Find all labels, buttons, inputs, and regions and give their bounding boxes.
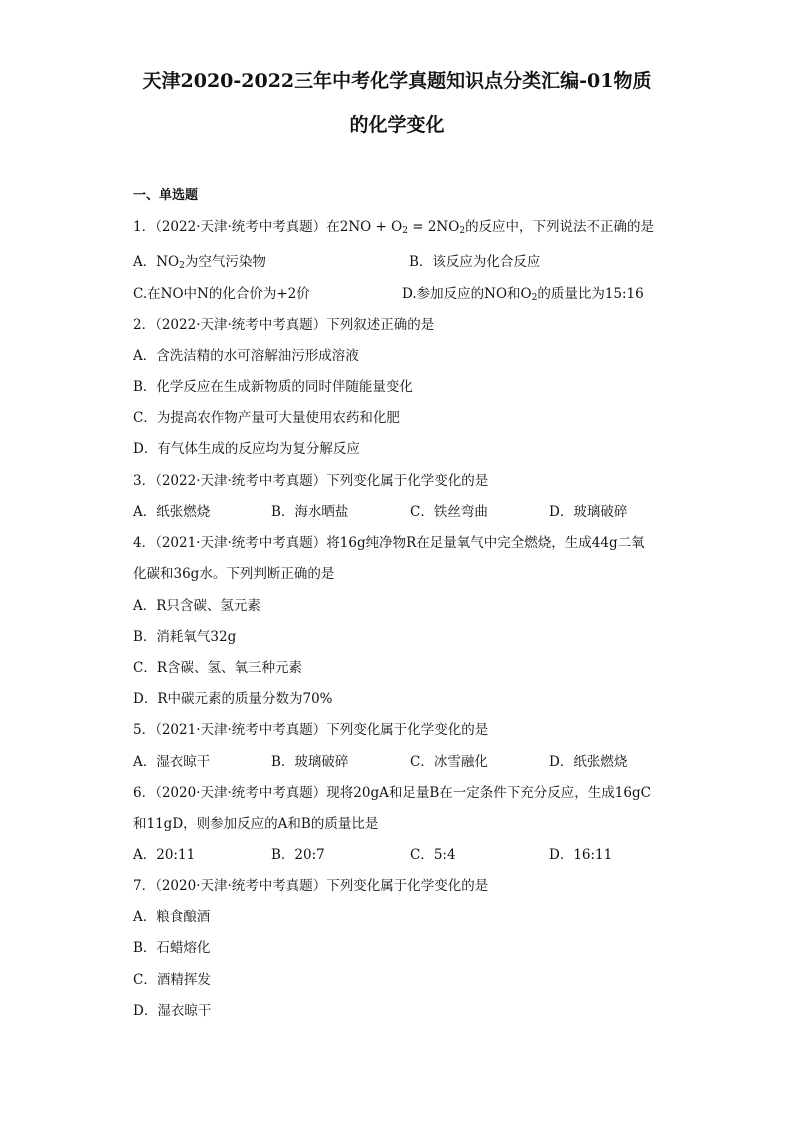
question-1-option-a: A．$NO_2$为空气污染物 [133, 254, 266, 271]
question-2-option-a: A．含洗洁精的水可溶解油污形成溶液 [133, 348, 359, 364]
question-4-option-b: B．消耗氧气32g [133, 629, 237, 645]
question-2-option-d: D．有气体生成的反应均为复分解反应 [133, 441, 360, 457]
section-heading: 一、单选题 [133, 188, 199, 203]
question-5-option-a: A．湿衣晾干 [133, 754, 211, 770]
question-2-stem: 2．（2022·天津·统考中考真题）下列叙述正确的是 [133, 317, 435, 333]
question-6-option-a: A．20:11 [133, 847, 196, 863]
question-2-option-c: C．为提高农作物产量可大量使用农药和化肥 [133, 410, 400, 426]
question-4-option-c: C．R含碳、氢、氧三种元素 [133, 660, 302, 676]
question-4-stem-line1: 4．（2021·天津·统考中考真题）将16g纯净物R在足量氧气中完全燃烧，生成44g二氧 [133, 535, 645, 551]
question-5-option-d: D．纸张燃烧 [549, 754, 628, 770]
question-4-option-d: D．R中碳元素的质量分数为70% [133, 691, 333, 707]
question-5-stem: 5．（2021·天津·统考中考真题）下列变化属于化学变化的是 [133, 722, 489, 738]
question-1-option-b: B．该反应为化合反应 [409, 254, 541, 270]
question-1-stem: 1．（2022·天津·统考中考真题）在$2NO + O_2 = 2NO_2$的反应中，下列说法不正确的是 [133, 219, 655, 236]
question-7-option-a: A．粮食酿酒 [133, 909, 211, 925]
question-4-option-a: A．R只含碳、氢元素 [133, 598, 261, 614]
question-4-stem-line2: 化碳和36g水。下列判断正确的是 [133, 566, 335, 582]
question-3-stem: 3．（2022·天津·统考中考真题）下列变化属于化学变化的是 [133, 473, 489, 489]
document-title-line1: 天津2020-2022三年中考化学真题知识点分类汇编-01物质 [142, 70, 652, 92]
question-3-option-a: A．纸张燃烧 [133, 504, 211, 520]
question-5-option-b: B．玻璃破碎 [271, 754, 349, 770]
document-title-line2: 的化学变化 [349, 114, 445, 136]
question-6-option-b: B．20:7 [271, 847, 325, 863]
question-5-option-c: C．冰雪融化 [410, 754, 488, 770]
question-6-option-d: D．16:11 [549, 847, 613, 863]
question-2-option-b: B．化学反应在生成新物质的同时伴随能量变化 [133, 379, 413, 395]
question-7-option-c: C．酒精挥发 [133, 972, 211, 988]
question-7-option-d: D．湿衣晾干 [133, 1003, 212, 1019]
question-7-option-b: B．石蜡熔化 [133, 940, 211, 956]
question-1-option-d: D.参加反应的NO和$O_2$的质量比为15:16 [402, 286, 644, 303]
question-3-option-b: B．海水晒盐 [271, 504, 349, 520]
question-6-option-c: C．5:4 [410, 847, 456, 863]
question-6-stem-line1: 6．（2020·天津·统考中考真题）现将20gA和足量B在一定条件下充分反应，生成16gC [133, 785, 651, 801]
question-1-option-c: C.在NO中N的化合价为+2价 [133, 286, 310, 302]
question-3-option-c: C．铁丝弯曲 [410, 504, 488, 520]
question-7-stem: 7．（2020·天津·统考中考真题）下列变化属于化学变化的是 [133, 878, 489, 894]
question-6-stem-line2: 和11gD，则参加反应的A和B的质量比是 [133, 816, 379, 832]
question-3-option-d: D．玻璃破碎 [549, 504, 628, 520]
